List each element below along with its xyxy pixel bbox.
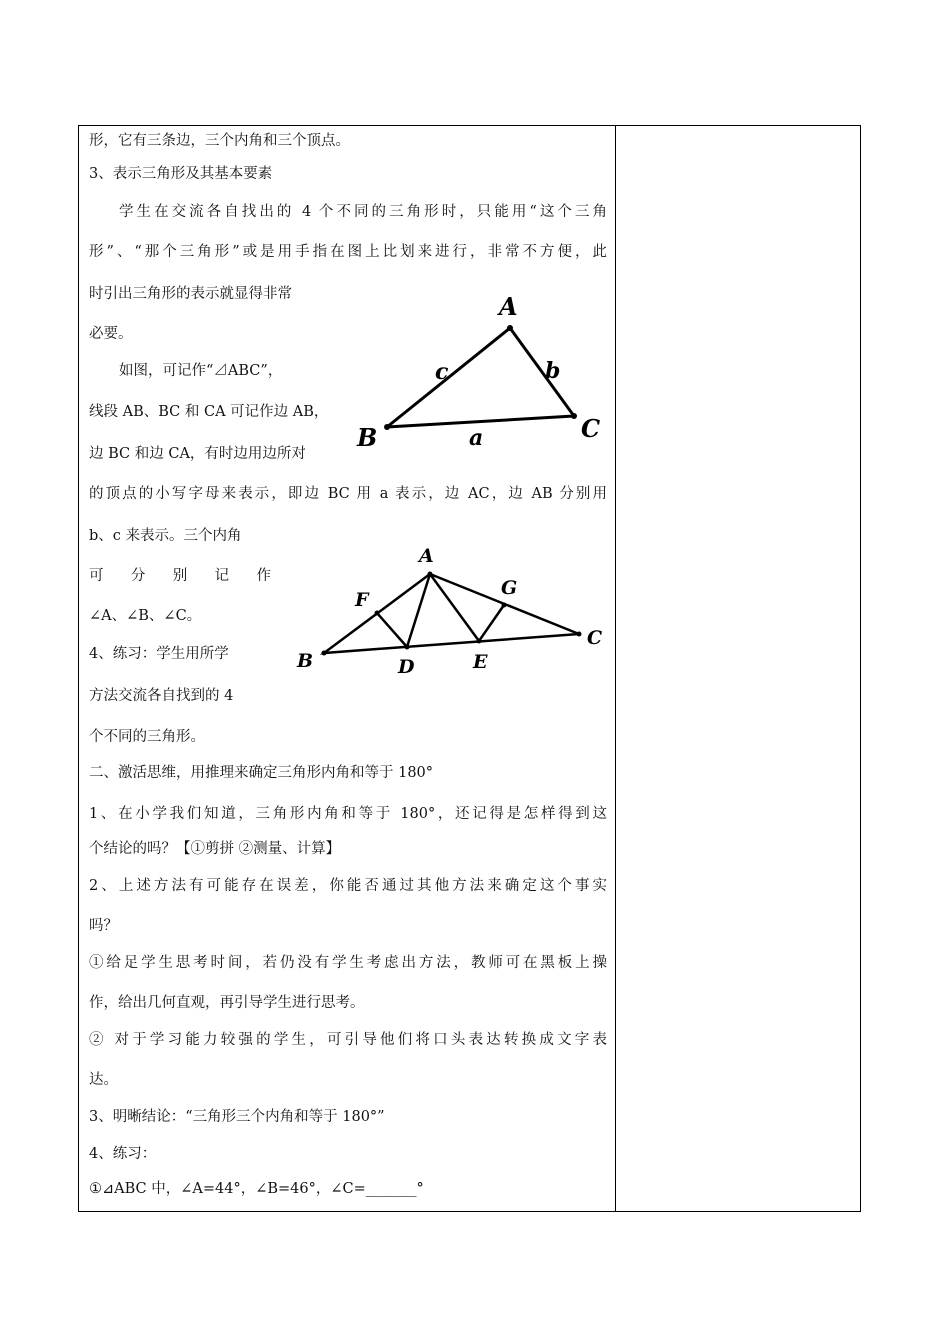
side-c-label: c (435, 359, 449, 385)
text-line: 4、练习：学生用所学 (89, 646, 229, 662)
point-f-label: F (355, 589, 369, 611)
column-divider (615, 126, 616, 1211)
point-g-label: G (501, 577, 518, 599)
text-line: 的顶点的小写字母来表示，即边 BC 用 a 表示，边 AC，边 AB 分别用 (89, 486, 607, 502)
vertex-c-label: C (581, 414, 601, 443)
text-line: 个不同的三角形。 (89, 729, 205, 745)
point-e (477, 639, 482, 644)
point-c (577, 632, 582, 637)
triangle-abc-figure (349, 291, 609, 456)
point-c-label: C (587, 627, 603, 649)
point-b-label: B (297, 650, 314, 672)
text-line: 必要。 (89, 326, 133, 342)
segment-ad (407, 574, 430, 647)
point-g (502, 603, 507, 608)
segment-fd (377, 613, 407, 647)
text-line: ∠A、∠B、∠C。 (89, 608, 202, 624)
vertex-a-label: A (499, 292, 518, 321)
point-d-label: D (398, 656, 415, 678)
text-line: 达。 (89, 1072, 118, 1088)
text-line: 时引出三角形的表示就显得非常 (89, 286, 292, 302)
text-line: 线段 AB、BC 和 CA 可记作边 AB， (89, 404, 329, 420)
text-line: 形”、“那个三角形”或是用手指在图上比划来进行，非常不方便，此 (89, 244, 607, 260)
lesson-table (78, 125, 861, 1212)
side-b-line (510, 328, 574, 416)
text-line: 1、在小学我们知道，三角形内角和等于 180°，还记得是怎样得到这 (89, 806, 607, 822)
text-line: 如图，可记作“⊿ABC”， (119, 363, 283, 379)
text-line: 可 分 别 记 作 (89, 568, 271, 584)
vertex-b-label: B (357, 423, 378, 452)
text-line: 2、上述方法有可能存在误差，你能否通过其他方法来确定这个事实 (89, 878, 607, 894)
text-line: 方法交流各自找到的 4 (89, 688, 234, 704)
vertex-c-point (571, 413, 577, 419)
text-line: 吗？ (89, 918, 118, 934)
point-d (405, 645, 410, 650)
text-line: 作，给出几何直观，再引导学生进行思考。 (89, 995, 365, 1011)
point-b (322, 651, 327, 656)
side-c-line (387, 328, 510, 427)
side-a-label: a (469, 425, 484, 451)
text-line: 学生在交流各自找出的 4 个不同的三角形时，只能用“这个三角 (119, 204, 607, 220)
text-line: 个结论的吗？【①剪拼 ②测量、计算】 (89, 841, 341, 857)
text-line: ①给足学生思考时间，若仍没有学生考虑出方法，教师可在黑板上操 (89, 955, 607, 971)
side-b-label: b (545, 358, 561, 384)
point-a (428, 572, 433, 577)
text-line: ② 对于学习能力较强的学生，可引导他们将口头表达转换成文字表 (89, 1032, 607, 1048)
point-f (375, 611, 380, 616)
point-e-label: E (473, 651, 488, 673)
segment-ge (479, 605, 504, 641)
outer-triangle (324, 574, 579, 653)
point-a-label: A (419, 545, 434, 567)
text-line: ①⊿ABC 中，∠A=44°，∠B=46°，∠C=_______° (89, 1181, 424, 1197)
text-line: 二、激活思维，用推理来确定三角形内角和等于 180° (89, 765, 434, 781)
vertex-b-point (384, 424, 390, 430)
text-line: 4、练习： (89, 1146, 157, 1162)
text-line: 3、表示三角形及其基本要素 (89, 166, 273, 182)
text-line: 形，它有三条边，三个内角和三个顶点。 (89, 133, 350, 149)
text-line: 边 BC 和边 CA，有时边用边所对 (89, 446, 306, 462)
text-line: b、c 来表示。三个内角 (89, 528, 242, 544)
text-line: 3、明晰结论：“三角形三个内角和等于 180°” (89, 1109, 385, 1125)
vertex-a-point (507, 325, 513, 331)
triangle-def-figure (291, 541, 611, 681)
